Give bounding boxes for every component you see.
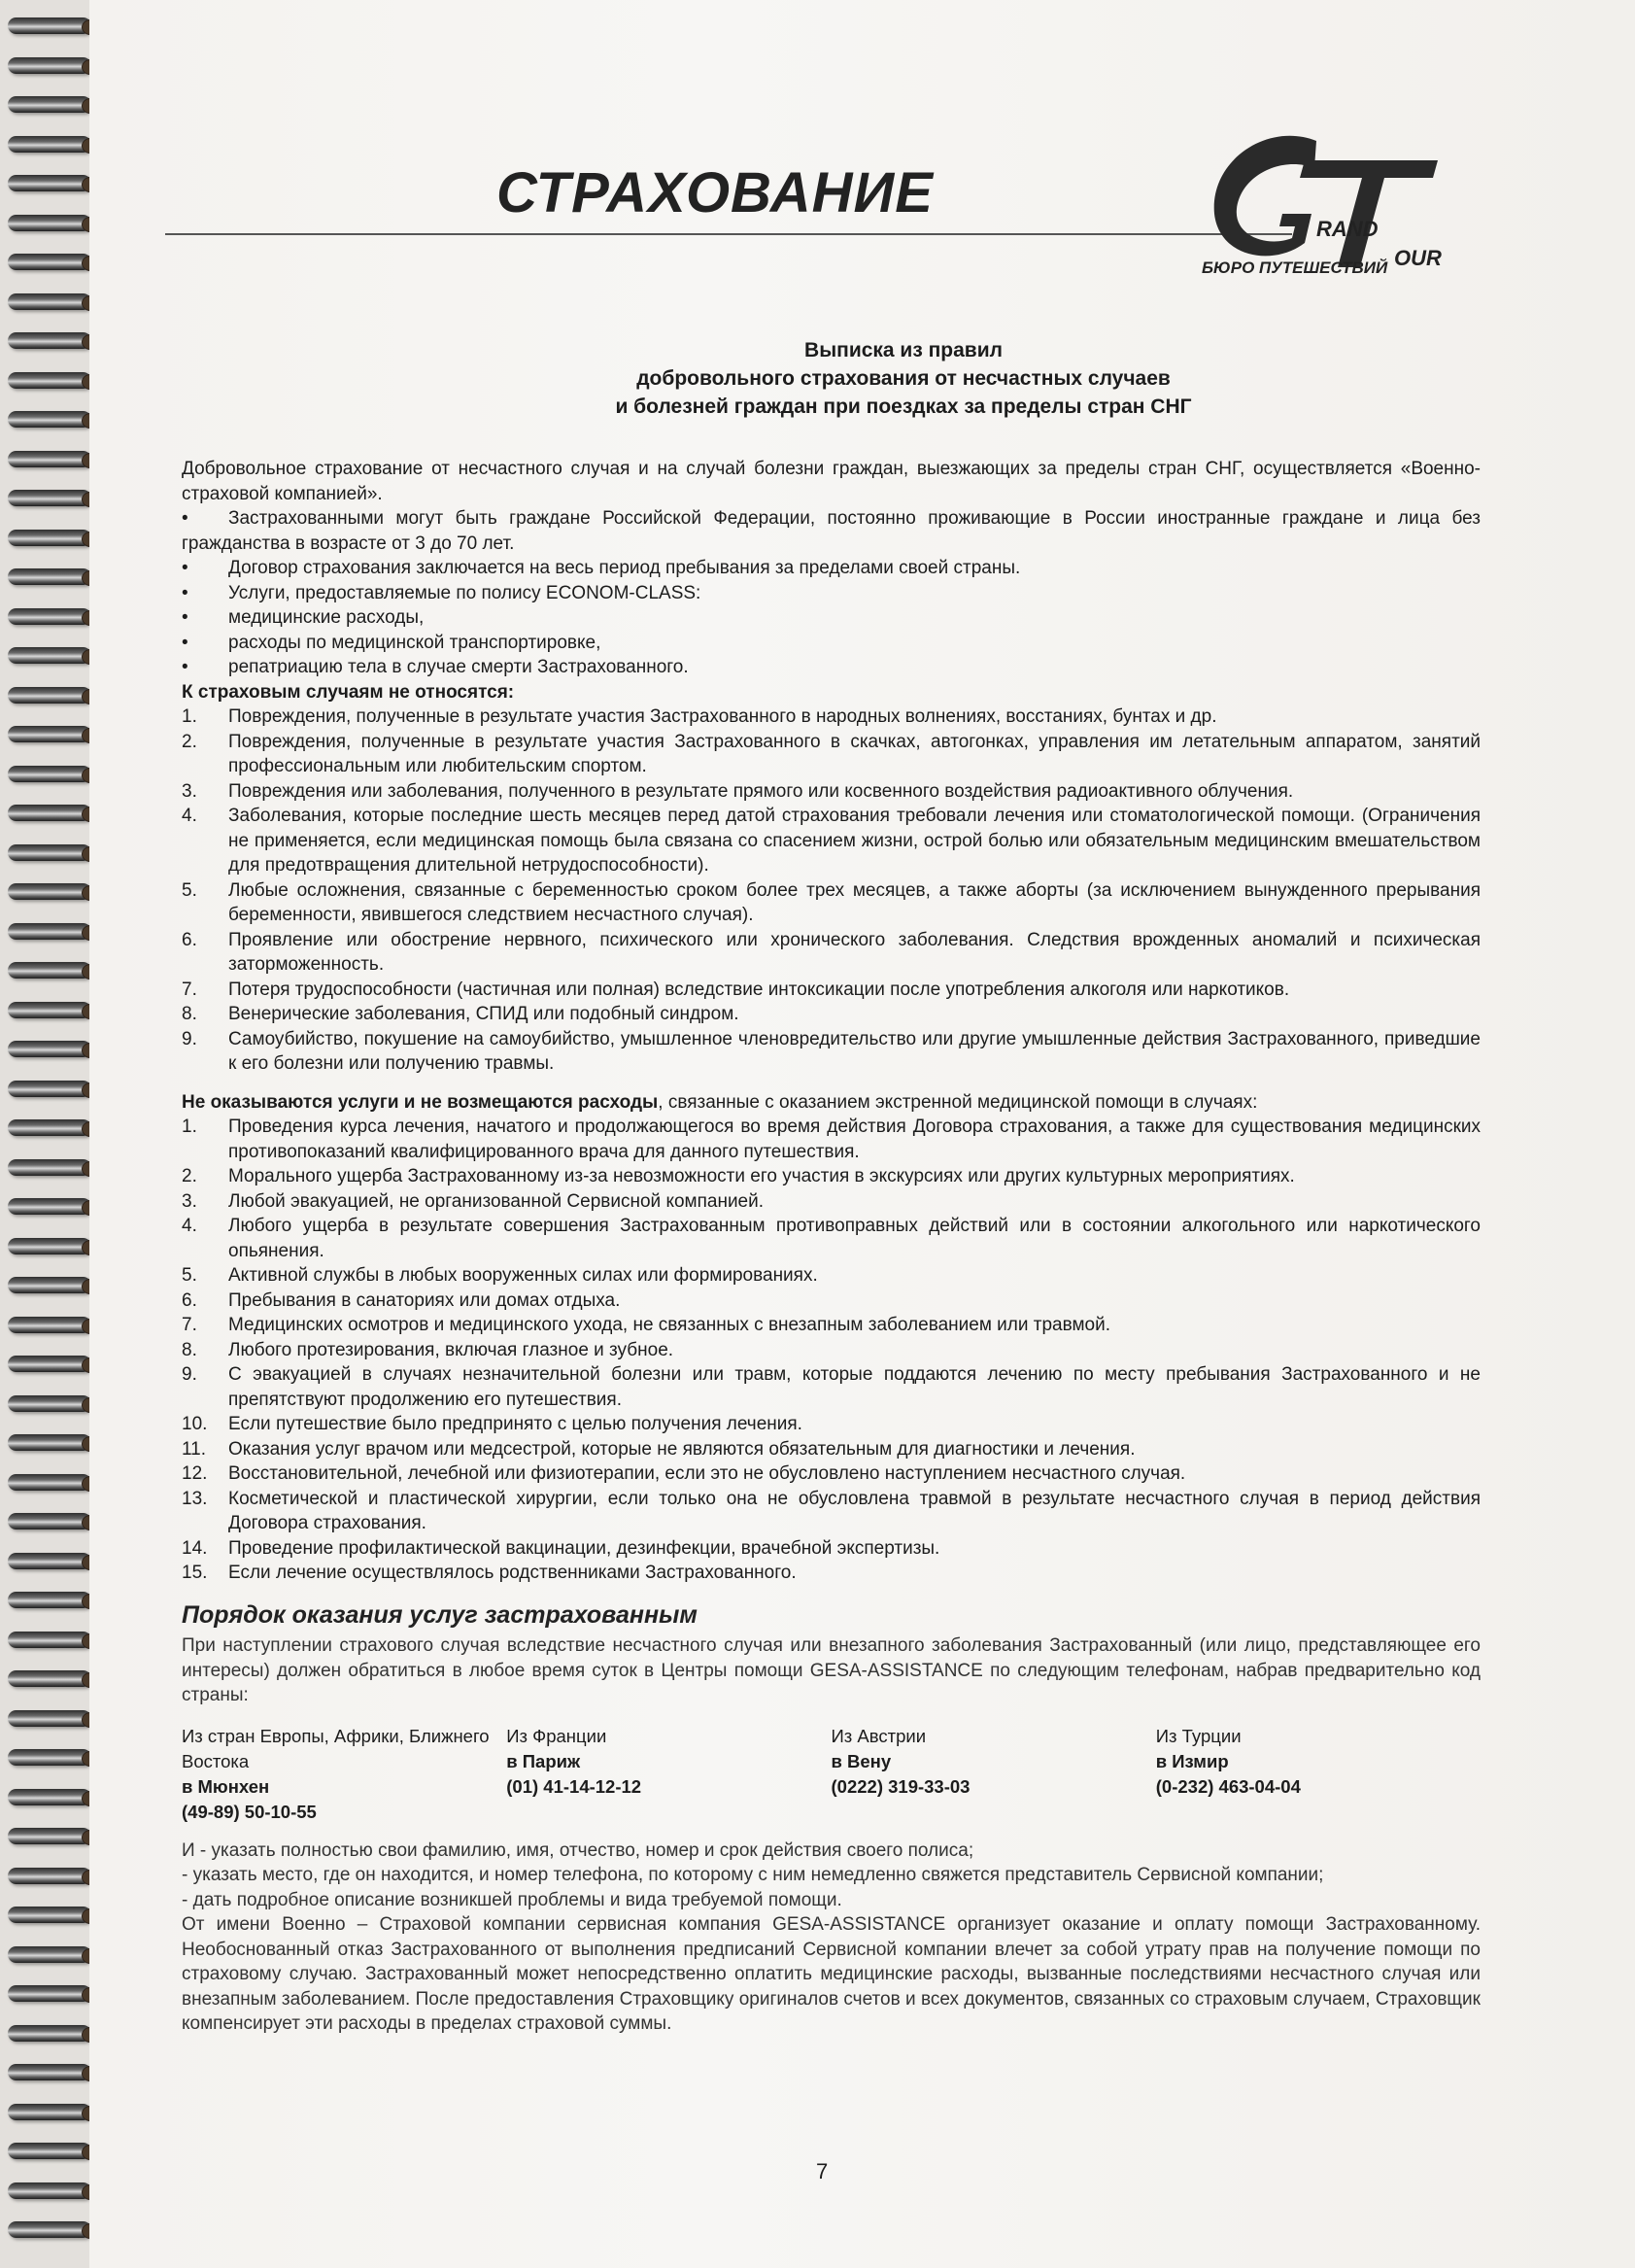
binding-ring — [8, 215, 91, 231]
intro-paragraph: Добровольное страхование от несчастного случая и на случай болезни граждан, выезжающих за пределы стран СНГ, осуществляется «Военно-страховой компанией». — [182, 459, 1481, 504]
bullet-item: • репатриацию тела в случае смерти Застрахованного. — [182, 655, 1481, 680]
list-item — [182, 1487, 1481, 1536]
binding-ring — [8, 647, 91, 664]
binding-ring — [8, 923, 91, 940]
binding-ring — [8, 254, 91, 270]
document-heading — [330, 336, 1477, 421]
item-text: Любой эвакуацией, не организованной Сервисной компанией. — [228, 1190, 765, 1212]
item-number: 6. — [182, 929, 197, 950]
binding-ring — [8, 962, 91, 979]
list-item — [182, 1461, 1481, 1487]
contact-from: Из Австрии — [831, 1725, 927, 1746]
binding-ring — [8, 2221, 91, 2238]
list-item — [182, 1412, 1481, 1437]
contact-phone: (01) 41-14-12-12 — [506, 1775, 642, 1797]
item-text: Проведения курса лечения, начатого и продолжающегося во время действия Договора страхования, а также для существования медицинских противопоказаний квалифицированного врача для данного путешествия. — [228, 1117, 1481, 1162]
exclusions-title: К страховым случаям не относятся: — [182, 681, 515, 703]
item-text: Повреждения, полученные в результате участия Застрахованного в народных волнениях, восстаниях, бунтах и др. — [228, 706, 1217, 727]
binding-ring — [8, 608, 91, 625]
item-number: 7. — [182, 979, 197, 1000]
contact-phone: (49-89) 50-10-55 — [182, 1801, 317, 1822]
bullet-icon: • — [182, 558, 188, 578]
list-item — [182, 1536, 1481, 1562]
item-number: 5. — [182, 1265, 197, 1286]
page-number: 7 — [816, 2159, 829, 2183]
final-paragraph: От имени Военно – Страховой компании сервисная компания GESA-ASSISTANCE организует оказание и оплату помощи Застрахованному. Необоснованный отказ Застрахованного от выполнения предписаний Сервисной компании влечет за собой утрату прав на получение помощи по страховому случаю. Застрахованный может непосредственно оплатить медицинские расходы, вызванные последствиями несчастного случая или внезапным заболеванием. После предоставления Страховщику оригиналов счетов и всех документов, связанных со страховым случаем, Страховщик компенсирует эти расходы в пределах страховой суммы. — [182, 1914, 1481, 2034]
binding-ring — [8, 844, 91, 861]
item-number: 12. — [182, 1463, 208, 1484]
item-text: Самоубийство, покушение на самоубийство, умышленное членовредительство или другие умышленные действия Застрахованного, приведшие к его болезни или получению травмы. — [228, 1028, 1481, 1074]
binding-ring — [8, 1434, 91, 1451]
item-number: 1. — [182, 1117, 197, 1137]
binding-ring — [8, 1632, 91, 1648]
binding-ring — [8, 530, 91, 546]
bullet-item: • Договор страхования заключается на весь период пребывания за пределами своей страны. — [182, 556, 1481, 581]
list-item — [182, 704, 1481, 730]
bullet-item: • Застрахованными могут быть граждане Российской Федерации, постоянно проживающие в России иностранные граждане и лица без гражданства в возрасте от 3 до 70 лет. — [182, 508, 1481, 554]
item-number: 3. — [182, 780, 197, 802]
heading-line: и болезней граждан при поездках за пределы стран СНГ — [615, 395, 1192, 418]
binding-ring — [8, 1081, 91, 1097]
item-number: 15. — [182, 1563, 208, 1583]
header-divider — [165, 233, 1292, 235]
item-text: Активной службы в любых вооруженных силах или формированиях. — [228, 1265, 818, 1286]
list-item — [182, 1362, 1481, 1412]
bullet-icon: • — [182, 657, 188, 677]
not-covered-title-rest: , связанные с оказанием экстренной медицинской помощи в случаях: — [658, 1091, 1258, 1113]
contact-to: в Вену — [831, 1750, 892, 1771]
binding-ring — [8, 2182, 91, 2199]
list-item — [182, 1313, 1481, 1338]
binding-ring — [8, 293, 91, 310]
item-number: 4. — [182, 806, 197, 826]
item-number: 5. — [182, 879, 197, 901]
item-text: Любого ущерба в результате совершения Застрахованным противоправных действий или в состоянии алкогольного или наркотического опьянения. — [228, 1216, 1481, 1261]
binding-ring — [8, 1868, 91, 1884]
binding-ring — [8, 687, 91, 704]
not-covered-title — [182, 1090, 1481, 1116]
logo-tagline: БЮРО ПУТЕШЕСТВИЙ — [1202, 258, 1388, 277]
not-covered-title-bold: Не оказываются услуги и не возмещаются расходы — [182, 1091, 659, 1113]
item-text: Потеря трудоспособности (частичная или полная) вследствие интоксикации после употребления алкоголя или наркотиков. — [228, 979, 1290, 1000]
binding-ring — [8, 1789, 91, 1805]
binding-ring — [8, 96, 91, 113]
document-body — [182, 457, 1481, 2037]
item-number: 7. — [182, 1315, 197, 1335]
item-text: С эвакуацией в случаях незначительной болезни или травм, которые поддаются лечению по месту пребывания Застрахованного и не препятствуют продолжению его путешествия. — [228, 1364, 1481, 1410]
item-text: Восстановительной, лечебной или физиотерапии, если это не обусловлено наступлением несчастного случая. — [228, 1463, 1186, 1484]
item-number: 2. — [182, 731, 197, 752]
item-text: Проявление или обострение нервного, психического или хронического заболевания. Следствия врожденных аномалий и психическая заторможенность. — [228, 929, 1481, 975]
binding-ring — [8, 1670, 91, 1687]
binding-ring — [8, 2064, 91, 2080]
contact-from: Из Франции — [506, 1725, 607, 1746]
binding-ring — [8, 805, 91, 821]
list-item — [182, 1189, 1481, 1215]
item-number: 8. — [182, 1004, 197, 1024]
item-text: Если путешествие было предпринято с целью получения лечения. — [228, 1414, 802, 1434]
contact-to: в Париж — [506, 1750, 581, 1771]
binding-ring — [8, 1356, 91, 1372]
binding-ring — [8, 1041, 91, 1057]
list-item — [182, 1437, 1481, 1462]
binding-ring — [8, 1159, 91, 1176]
binding-ring — [8, 1119, 91, 1136]
item-number: 14. — [182, 1537, 208, 1559]
list-item — [182, 779, 1481, 805]
item-text: Пребывания в санаториях или домах отдыха. — [228, 1289, 621, 1311]
binding-ring — [8, 1553, 91, 1569]
bullet-icon: • — [182, 508, 188, 529]
binding-ring — [8, 1985, 91, 2002]
item-text: Если лечение осуществлялось родственниками Застрахованного. — [228, 1563, 797, 1583]
list-item — [182, 804, 1481, 878]
item-text: Косметической и пластической хирургии, если только она не обусловлена травмой в результате несчастного случая в период действия Договора страхования. — [228, 1488, 1481, 1533]
contact-phone: (0222) 319-33-03 — [831, 1775, 971, 1797]
contact-europe — [182, 1724, 506, 1825]
binding-ring — [8, 1710, 91, 1727]
bullet-icon: • — [182, 607, 188, 628]
contact-france — [506, 1724, 831, 1825]
list-item — [182, 1561, 1481, 1586]
contact-to: в Мюнхен — [182, 1775, 270, 1797]
item-number: 8. — [182, 1339, 197, 1360]
list-item — [182, 1263, 1481, 1289]
bullet-icon: • — [182, 582, 188, 603]
contact-to: в Измир — [1155, 1750, 1229, 1771]
binding-ring — [8, 1277, 91, 1293]
item-text: Повреждения или заболевания, полученного в результате прямого или косвенного воздействия радиоактивного облучения. — [228, 780, 1294, 802]
binding-ring — [8, 766, 91, 782]
instruction-line: - указать место, где он находится, и номер телефона, по которому с ним немедленно свяжется представитель Сервисной компании; — [182, 1865, 1324, 1885]
item-text: Заболевания, которые последние шесть месяцев перед датой страхования требовали лечения или стоматологической помощи. (Ограничения не применяется, если медицинская помощь была связана со спасением жизни, острой болью или обязательным медицинским вмешательством для предотвращения длительной нетрудоспособности). — [228, 806, 1481, 876]
item-text: Оказания услуг врачом или медсестрой, которые не являются обязательным для диагностики и лечения. — [228, 1438, 1136, 1460]
binding-ring — [8, 1946, 91, 1963]
item-number: 6. — [182, 1289, 197, 1311]
binding-ring — [8, 1907, 91, 1923]
item-number: 3. — [182, 1190, 197, 1212]
bullet-icon: • — [182, 632, 188, 653]
binding-ring — [8, 372, 91, 389]
binding-ring — [8, 57, 91, 74]
procedure-intro: При наступлении страхового случая вследствие несчастного случая или внезапного заболевания Застрахованный (или лицо, представляющее его интересы) должен обратиться в любое время суток в Центры помощи GESA-ASSISTANCE по следующим телефонам, набрав предварительно код страны: — [182, 1635, 1481, 1705]
procedure-title: Порядок оказания услуг застрахованным — [182, 1600, 698, 1629]
page-title: СТРАХОВАНИЕ — [496, 161, 934, 224]
list-item — [182, 1027, 1481, 1077]
not-covered-list — [182, 1115, 1481, 1586]
item-text: Проведение профилактической вакцинации, дезинфекции, врачебной экспертизы. — [228, 1537, 940, 1559]
item-text: Медицинских осмотров и медицинского ухода, не связанных с внезапным заболеванием или травмой. — [228, 1315, 1110, 1335]
binding-ring — [8, 1828, 91, 1844]
item-number: 13. — [182, 1488, 208, 1509]
binding-ring — [8, 883, 91, 900]
binding-ring — [8, 332, 91, 349]
item-number: 2. — [182, 1166, 197, 1186]
binding-ring — [8, 451, 91, 467]
list-item — [182, 1289, 1481, 1314]
binding-ring — [8, 1238, 91, 1254]
list-item — [182, 1164, 1481, 1189]
heading-line: Выписка из правил — [804, 339, 1003, 361]
contact-from: Из стран Европы, Африки, Ближнего Востока — [182, 1725, 490, 1771]
binding-ring — [8, 2025, 91, 2042]
binding-ring — [8, 411, 91, 428]
contact-austria — [832, 1724, 1156, 1825]
item-number: 1. — [182, 706, 197, 727]
item-text: Любые осложнения, связанные с беременностью сроком более трех месяцев, а также аборты (за исключением вынужденного прерывания беременности, явившегося следствием несчастного случая). — [228, 879, 1481, 925]
binding-ring — [8, 2104, 91, 2120]
binding-ring — [8, 17, 91, 34]
item-number: 4. — [182, 1216, 197, 1236]
binding-ring — [8, 568, 91, 585]
item-text: Повреждения, полученные в результате участия Застрахованного в скачках, автогонках, управления им летательным аппаратом, занятий профессиональным или любительским спортом. — [228, 731, 1481, 776]
spiral-binding — [0, 0, 97, 2268]
heading-line: добровольного страхования от несчастных случаев — [636, 367, 1171, 390]
contact-turkey — [1156, 1724, 1481, 1825]
binding-ring — [8, 1749, 91, 1766]
binding-ring — [8, 1317, 91, 1333]
bullet-item: • медицинские расходы, — [182, 605, 1481, 631]
contact-from: Из Турции — [1155, 1725, 1242, 1746]
item-text: Венерические заболевания, СПИД или подобный синдром. — [228, 1004, 739, 1024]
item-text: Морального ущерба Застрахованному из-за невозможности его участия в экскурсиях или других культурных мероприятиях. — [228, 1166, 1295, 1186]
instruction-line: И - указать полностью свои фамилию, имя, отчество, номер и срок действия своего полиса; — [182, 1839, 974, 1861]
item-number: 10. — [182, 1414, 208, 1434]
binding-ring — [8, 490, 91, 506]
bullet-item: • расходы по медицинской транспортировке, — [182, 631, 1481, 656]
item-number: 9. — [182, 1364, 197, 1385]
binding-ring — [8, 1002, 91, 1018]
bullet-item: • Услуги, предоставляемые по полису ECONOM-CLASS: — [182, 581, 1481, 606]
binding-ring — [8, 1474, 91, 1491]
list-item — [182, 1115, 1481, 1164]
logo-grand-text: RAND — [1316, 217, 1379, 241]
binding-ring — [8, 1395, 91, 1412]
contact-phone: (0-232) 463-04-04 — [1155, 1775, 1301, 1797]
logo-our-text: OUR — [1394, 246, 1442, 270]
item-number: 11. — [182, 1438, 207, 1460]
item-text: Любого протезирования, включая глазное и зубное. — [228, 1339, 674, 1360]
binding-ring — [8, 136, 91, 153]
binding-ring — [8, 726, 91, 742]
list-item — [182, 730, 1481, 779]
binding-ring — [8, 1513, 91, 1529]
bullet-list — [182, 506, 1481, 680]
list-item — [182, 878, 1481, 928]
exclusions-list — [182, 704, 1481, 1077]
list-item — [182, 928, 1481, 978]
list-item — [182, 978, 1481, 1003]
binding-ring — [8, 1198, 91, 1215]
instruction-line: - дать подробное описание возникшей проблемы и вида требуемой помощи. — [182, 1889, 842, 1910]
binding-ring — [8, 2143, 91, 2159]
list-item — [182, 1214, 1481, 1263]
item-number: 9. — [182, 1028, 197, 1049]
binding-ring — [8, 1592, 91, 1608]
contacts-table — [182, 1724, 1481, 1825]
list-item — [182, 1338, 1481, 1363]
list-item — [182, 1002, 1481, 1027]
binding-ring — [8, 175, 91, 191]
